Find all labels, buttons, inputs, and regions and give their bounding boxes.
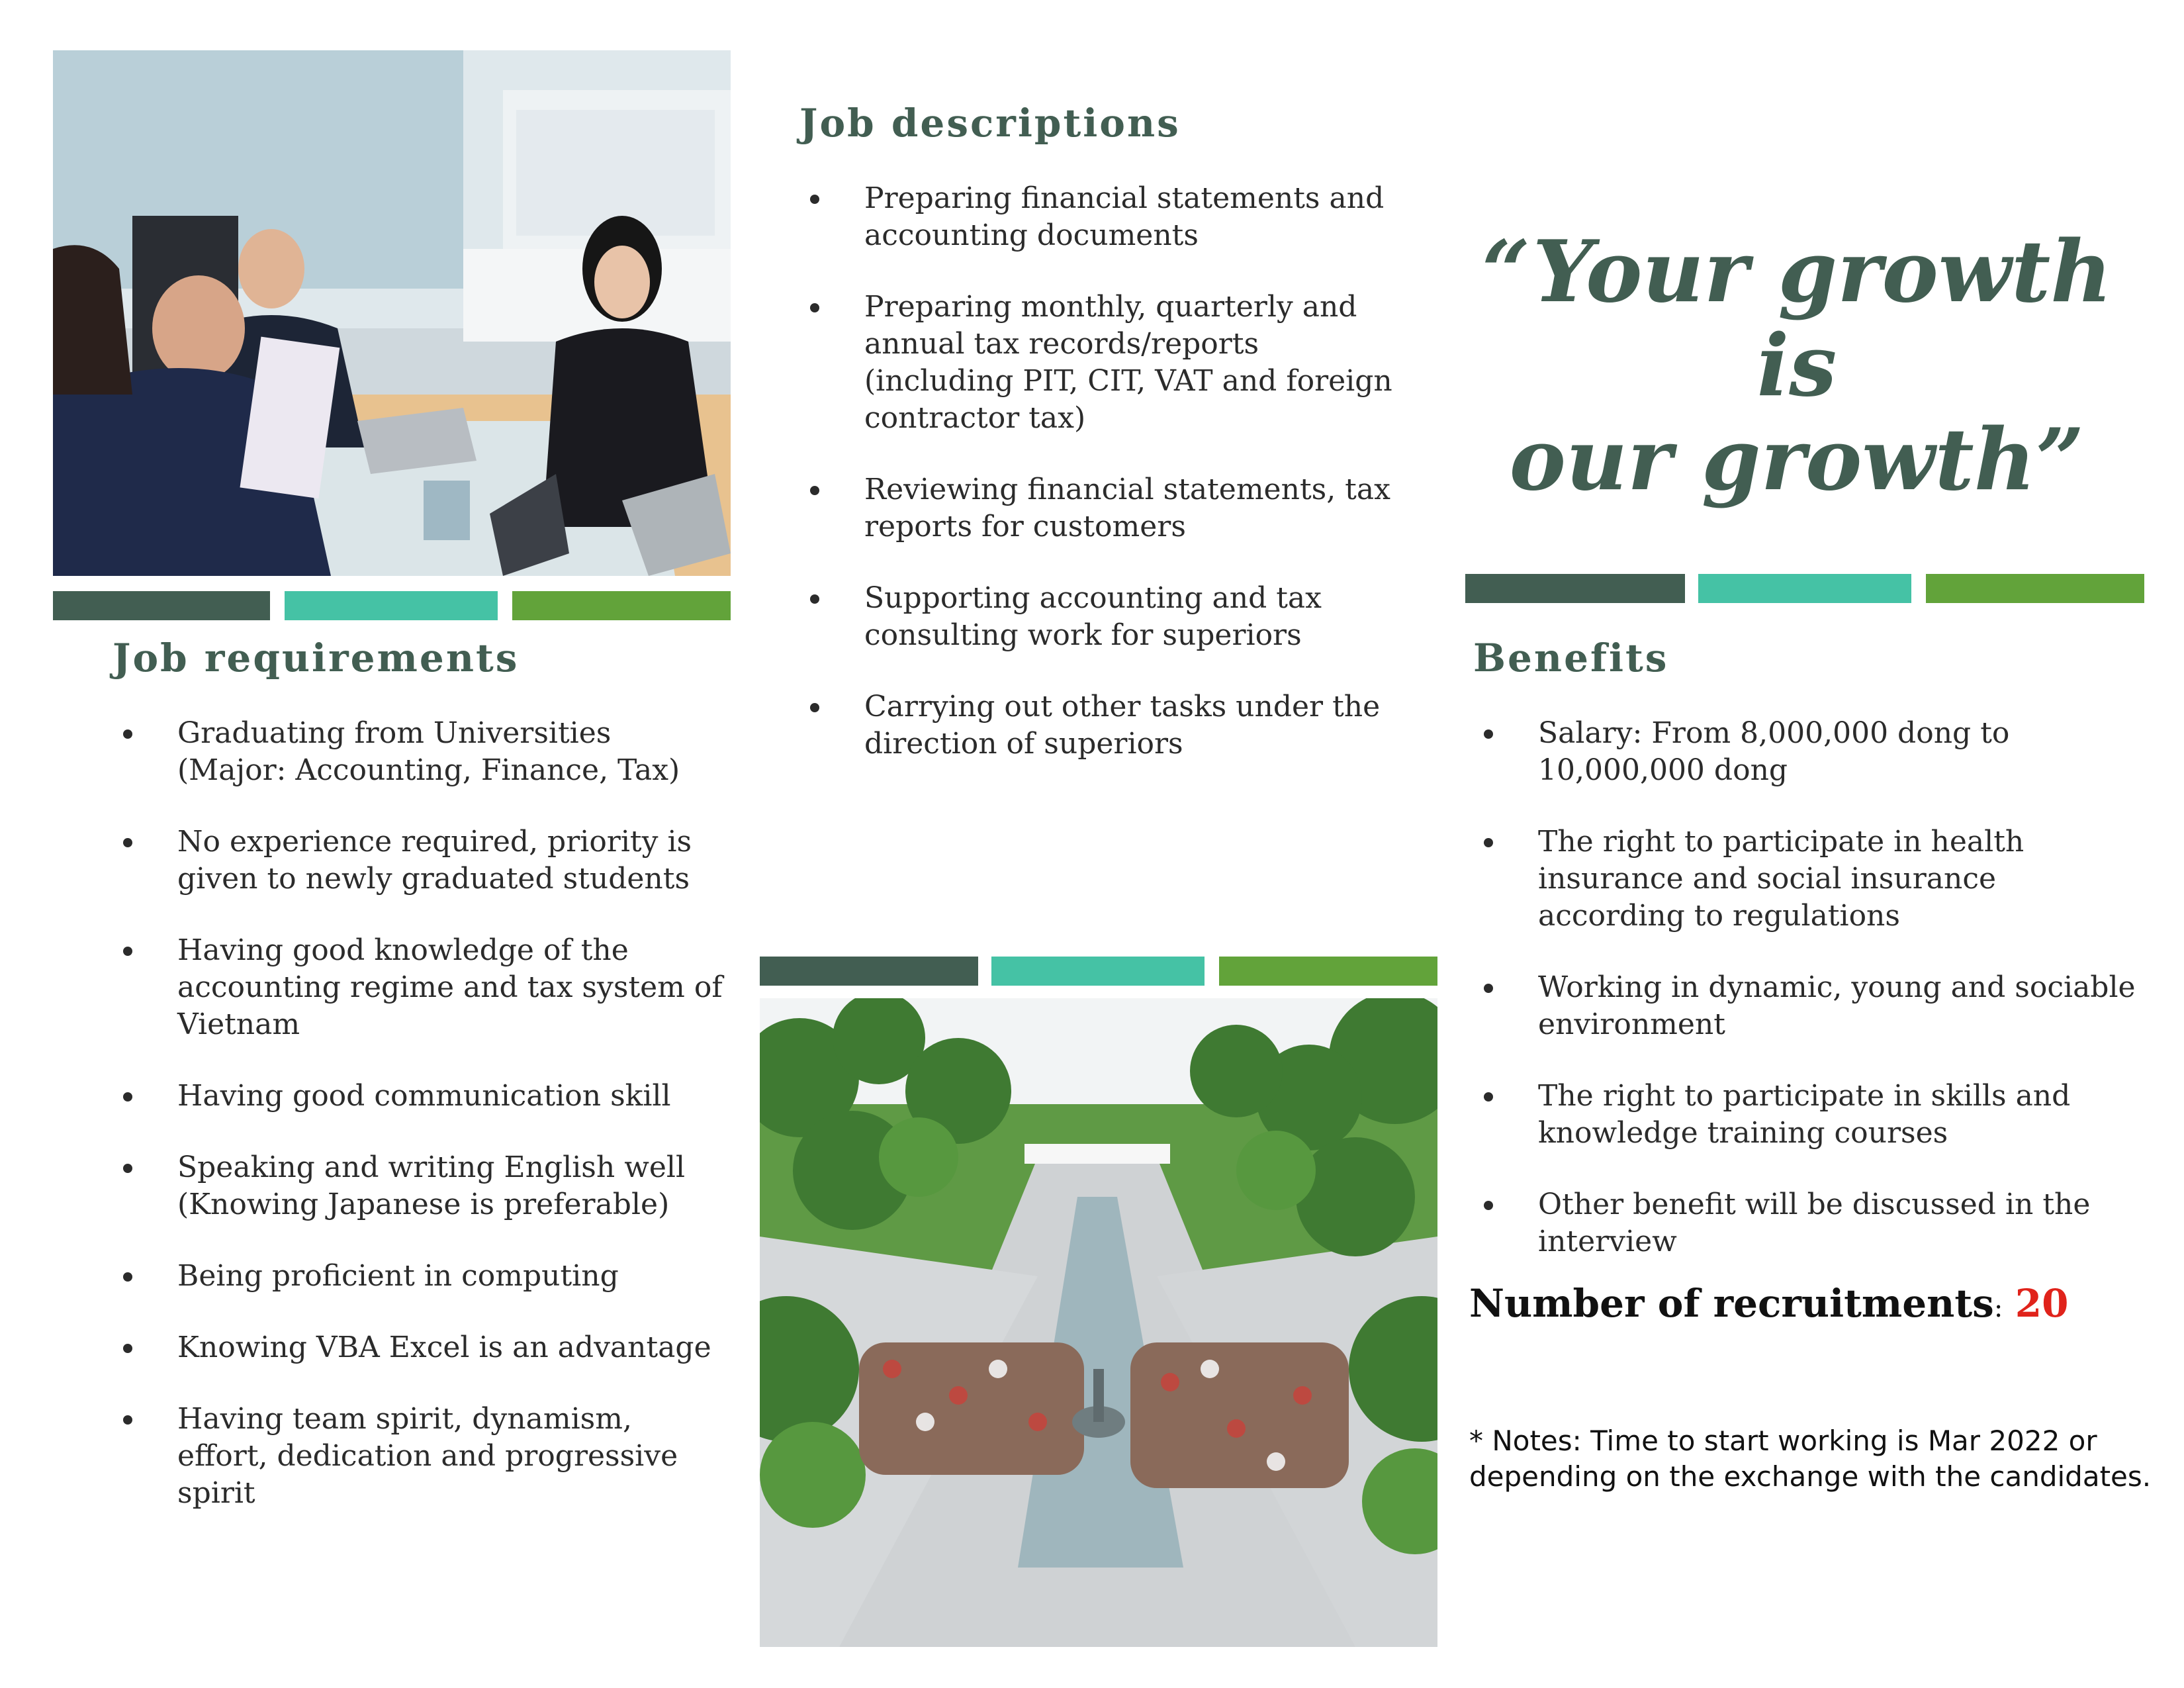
bullet-icon bbox=[123, 729, 132, 739]
bullet-icon bbox=[1484, 984, 1493, 993]
slogan-quote bbox=[1430, 222, 2164, 510]
office-meeting-photo bbox=[53, 50, 731, 576]
benefits-list bbox=[1480, 715, 2142, 1295]
list-item: Salary: From 8,000,000 dong to 10,000,000 dong bbox=[1480, 715, 2142, 789]
benefits-heading: Benefits bbox=[1473, 635, 1669, 680]
bullet-icon bbox=[810, 703, 819, 712]
bullet-icon bbox=[123, 1415, 132, 1425]
team-group-photo bbox=[760, 998, 1437, 1647]
bullet-icon bbox=[1484, 838, 1493, 847]
color-bar-dark bbox=[760, 957, 978, 986]
color-bar-teal bbox=[1698, 574, 1911, 603]
bullet-icon bbox=[810, 195, 819, 204]
job-requirements-list bbox=[119, 715, 728, 1546]
bullet-icon bbox=[1484, 1092, 1493, 1102]
quote-line-2: our growth” bbox=[1509, 410, 2085, 510]
list-item: Speaking and writing English well (Knowing Japanese is preferable) bbox=[119, 1149, 728, 1223]
color-bar-green bbox=[512, 591, 731, 620]
bullet-icon bbox=[123, 1272, 132, 1282]
list-item: Being proficient in computing bbox=[119, 1258, 728, 1295]
list-item: Reviewing financial statements, tax reports for customers bbox=[806, 471, 1402, 545]
bullet-icon bbox=[810, 594, 819, 604]
list-item: Knowing VBA Excel is an advantage bbox=[119, 1329, 728, 1366]
list-item: Preparing monthly, quarterly and annual tax records/reports (including PIT, CIT, VAT and foreign contractor tax) bbox=[806, 289, 1402, 437]
color-bar-dark bbox=[53, 591, 270, 620]
list-item: The right to participate in health insurance and social insurance according to regulations bbox=[1480, 823, 2142, 935]
list-item: Having good knowledge of the accounting regime and tax system of Vietnam bbox=[119, 932, 728, 1043]
list-item: Having team spirit, dynamism, effort, dedication and progressive spirit bbox=[119, 1401, 728, 1512]
bullet-icon bbox=[810, 303, 819, 312]
list-item: No experience required, priority is given to newly graduated students bbox=[119, 823, 728, 898]
bullet-icon bbox=[123, 1344, 132, 1353]
bullet-icon bbox=[810, 486, 819, 495]
color-bar-green bbox=[1219, 957, 1437, 986]
recruitment-count bbox=[1469, 1281, 2068, 1326]
bullet-icon bbox=[1484, 729, 1493, 739]
list-item: The right to participate in skills and knowledge training courses bbox=[1480, 1078, 2142, 1152]
color-bar-green bbox=[1926, 574, 2144, 603]
bullet-icon bbox=[1484, 1201, 1493, 1210]
list-item: Supporting accounting and tax consulting work for superiors bbox=[806, 580, 1402, 654]
list-item: Preparing financial statements and accounting documents bbox=[806, 180, 1402, 254]
list-item: Other benefit will be discussed in the interview bbox=[1480, 1186, 2142, 1260]
notes-text: * Notes: Time to start working is Mar 2022 or depending on the exchange with the candidates. bbox=[1469, 1425, 2152, 1493]
color-bar-teal bbox=[285, 591, 498, 620]
job-requirements-heading: Job requirements bbox=[113, 635, 520, 680]
list-item: Graduating from Universities (Major: Accounting, Finance, Tax) bbox=[119, 715, 728, 789]
recruitment-number: 20 bbox=[2015, 1281, 2069, 1326]
color-bar-teal bbox=[991, 957, 1205, 986]
job-descriptions-heading: Job descriptions bbox=[799, 101, 1181, 146]
bullet-icon bbox=[123, 1092, 132, 1102]
quote-line-1: “Your growth is bbox=[1481, 222, 2113, 416]
recruitment-label: Number of recruitments bbox=[1469, 1281, 1994, 1326]
bullet-icon bbox=[123, 838, 132, 847]
job-descriptions-list bbox=[806, 180, 1402, 797]
color-bar-dark bbox=[1465, 574, 1685, 603]
list-item: Having good communication skill bbox=[119, 1078, 728, 1115]
list-item: Working in dynamic, young and sociable environment bbox=[1480, 969, 2142, 1043]
list-item: Carrying out other tasks under the direction of superiors bbox=[806, 688, 1402, 763]
bullet-icon bbox=[123, 1164, 132, 1173]
bullet-icon bbox=[123, 947, 132, 956]
recruitment-separator: : bbox=[1993, 1293, 2003, 1323]
